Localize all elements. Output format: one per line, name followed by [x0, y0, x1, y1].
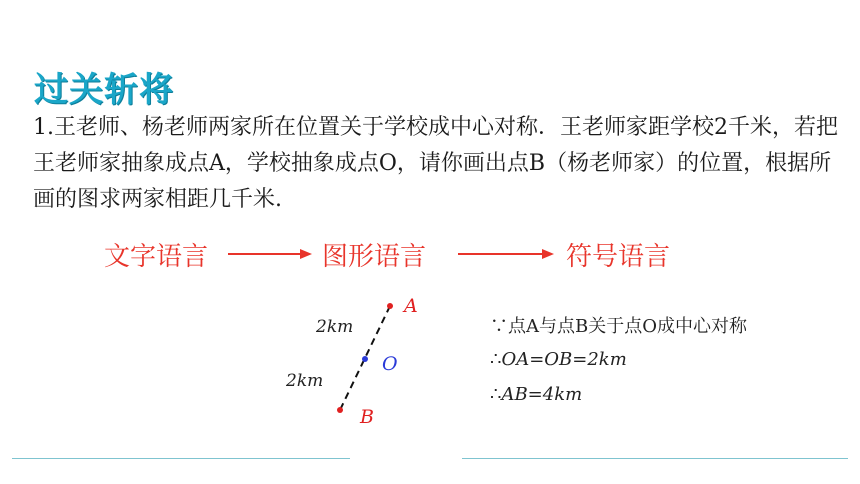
label-a: A: [404, 295, 418, 317]
point-b: [337, 407, 343, 413]
reason-text-2: OA=OB=2km: [501, 349, 627, 370]
therefore-symbol: ∴: [490, 384, 502, 405]
flow-step-text-language: 文字语言: [104, 242, 209, 272]
point-a: [387, 303, 393, 309]
reason-text-3: AB=4km: [501, 384, 583, 405]
reason-line-3: [490, 384, 582, 405]
therefore-symbol: ∴: [490, 349, 502, 370]
label-o: O: [382, 353, 398, 375]
point-o: [362, 356, 368, 362]
problem-text: 1.王老师、杨老师两家所在位置关于学校成中心对称．王老师家距学校2千米，若把王老师家抽象成点A，学校抽象成点O，请你画出点B（杨老师家）的位置，根据所画的图求两家相距几千米.: [33, 115, 838, 212]
reason-text-1: 点A与点B关于点O成中心对称: [508, 316, 747, 337]
symmetry-diagram: [280, 292, 450, 432]
label-b: B: [360, 406, 374, 428]
distance-label-bottom: 2km: [286, 371, 324, 391]
reason-line-1: [490, 312, 747, 338]
distance-label-top: 2km: [316, 317, 354, 337]
flow-step-figure-language: 图形语言: [322, 242, 427, 272]
bottom-divider-right: [462, 458, 848, 459]
reason-line-2: [490, 349, 627, 370]
bottom-divider-left: [12, 458, 350, 459]
flow-arrow-1-icon: [228, 246, 312, 262]
section-title: 过关斩将: [34, 70, 174, 110]
flow-step-symbol-language: 符号语言: [566, 242, 671, 272]
because-symbol: ∵: [490, 316, 508, 337]
flow-arrow-2-icon: [458, 246, 554, 262]
